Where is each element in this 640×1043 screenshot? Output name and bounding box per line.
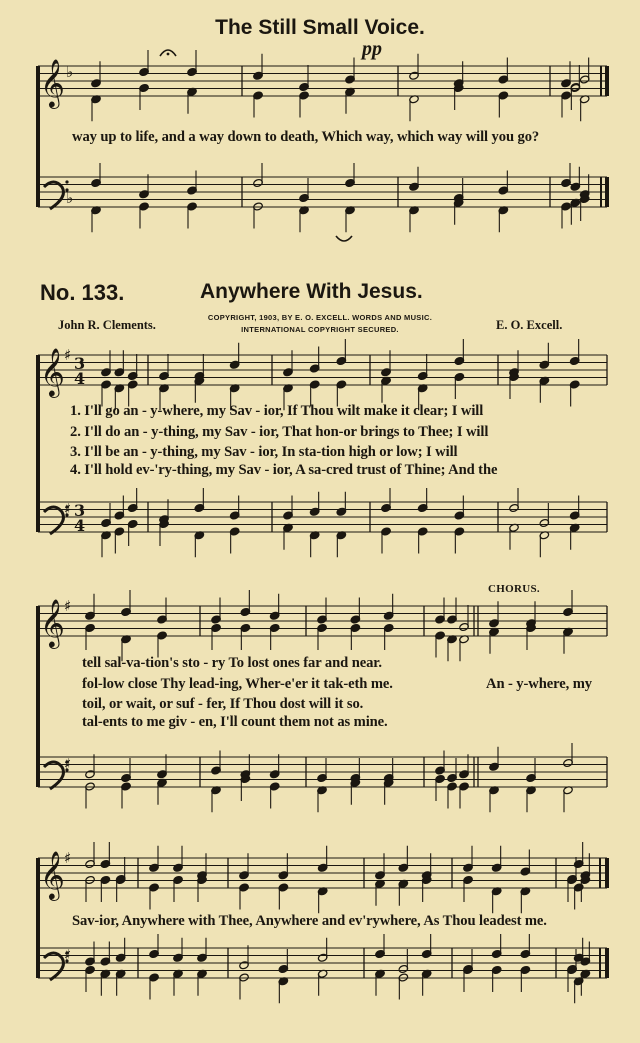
fermata-dot: [167, 53, 170, 56]
verse-4-line-a: 4. I'll hold ev-'ry-thing, my Sav - ior, A sa-cred trust of Thine; And the: [70, 462, 498, 478]
key-sharp-icon: ♯: [64, 346, 72, 364]
time-signature-top: 3: [74, 354, 86, 373]
key-flat-icon: ♭: [66, 189, 74, 207]
previous-hymn-lyric: way up to life, and a way down to death, Which way, which way will you go?: [72, 129, 540, 145]
verse-1-line-b: tell sal-va-tion's sto - ry To lost ones far and near.: [82, 655, 382, 671]
chorus-lyric: Sav-ior, Anywhere with Thee, Anywhere and ev'rywhere, As Thou leadest me.: [72, 913, 547, 929]
treble-clef-icon: 𝄞: [40, 58, 65, 107]
time-signature-bottom: 4: [74, 369, 86, 388]
key-sharp-icon: ♯: [64, 946, 72, 964]
copyright-line-secured: INTERNATIONAL COPYRIGHT SECURED.: [241, 325, 399, 334]
hymn-title: Anywhere With Jesus.: [200, 280, 423, 303]
hymn-number: No. 133.: [40, 280, 125, 305]
verse-2-line-b: fol-low close Thy lead-ing, Wher-e'er it tak-eth me.: [82, 676, 393, 692]
key-sharp-icon: ♯: [64, 597, 72, 615]
key-sharp-icon: ♯: [64, 755, 72, 773]
fermata-icon: [336, 236, 352, 241]
lyricist-credit: John R. Clements.: [58, 318, 156, 332]
key-sharp-icon: ♯: [64, 849, 72, 867]
verse-1-line-a: 1. I'll go an - y-where, my Sav - ior, If Thou wilt make it clear; I will: [70, 403, 484, 419]
bass-clef-icon: [44, 953, 64, 980]
dynamic-marking: pp: [362, 38, 382, 60]
treble-clef-icon: 𝄞: [40, 850, 65, 899]
key-flat-icon: ♭: [66, 63, 74, 81]
treble-clef-icon: 𝄞: [40, 347, 65, 396]
treble-clef-icon: 𝄞: [40, 598, 65, 647]
bass-clef-icon: [44, 182, 64, 209]
bass-clef-dot: [65, 180, 68, 183]
key-sharp-icon: ♯: [64, 500, 72, 518]
verse-3-line-b: toil, or wait, or suf - fer, If Thou dost will it so.: [82, 696, 364, 712]
bass-clef-icon: [44, 762, 64, 789]
bass-clef-icon: [44, 507, 64, 534]
copyright-line: COPYRIGHT, 1903, BY E. O. EXCELL. WORDS AND MUSIC.: [207, 313, 433, 322]
composer-credit: E. O. Excell.: [496, 318, 563, 332]
time-signature-bottom: 4: [74, 516, 86, 535]
chorus-start-lyric: An - y-where, my: [486, 676, 592, 692]
chorus-label: CHORUS.: [488, 583, 540, 595]
verse-2-line-a: 2. I'll do an - y-thing, my Sav - ior, That hon-or brings to Thee; I will: [70, 424, 489, 440]
verse-3-line-a: 3. I'll be an - y-thing, my Sav - ior, In sta-tion high or low; I will: [70, 444, 458, 460]
verse-4-line-b: tal-ents to me giv - en, I'll count them not as mine.: [82, 714, 388, 730]
time-signature-top: 3: [74, 501, 86, 520]
previous-hymn-title: The Still Small Voice.: [215, 16, 425, 39]
